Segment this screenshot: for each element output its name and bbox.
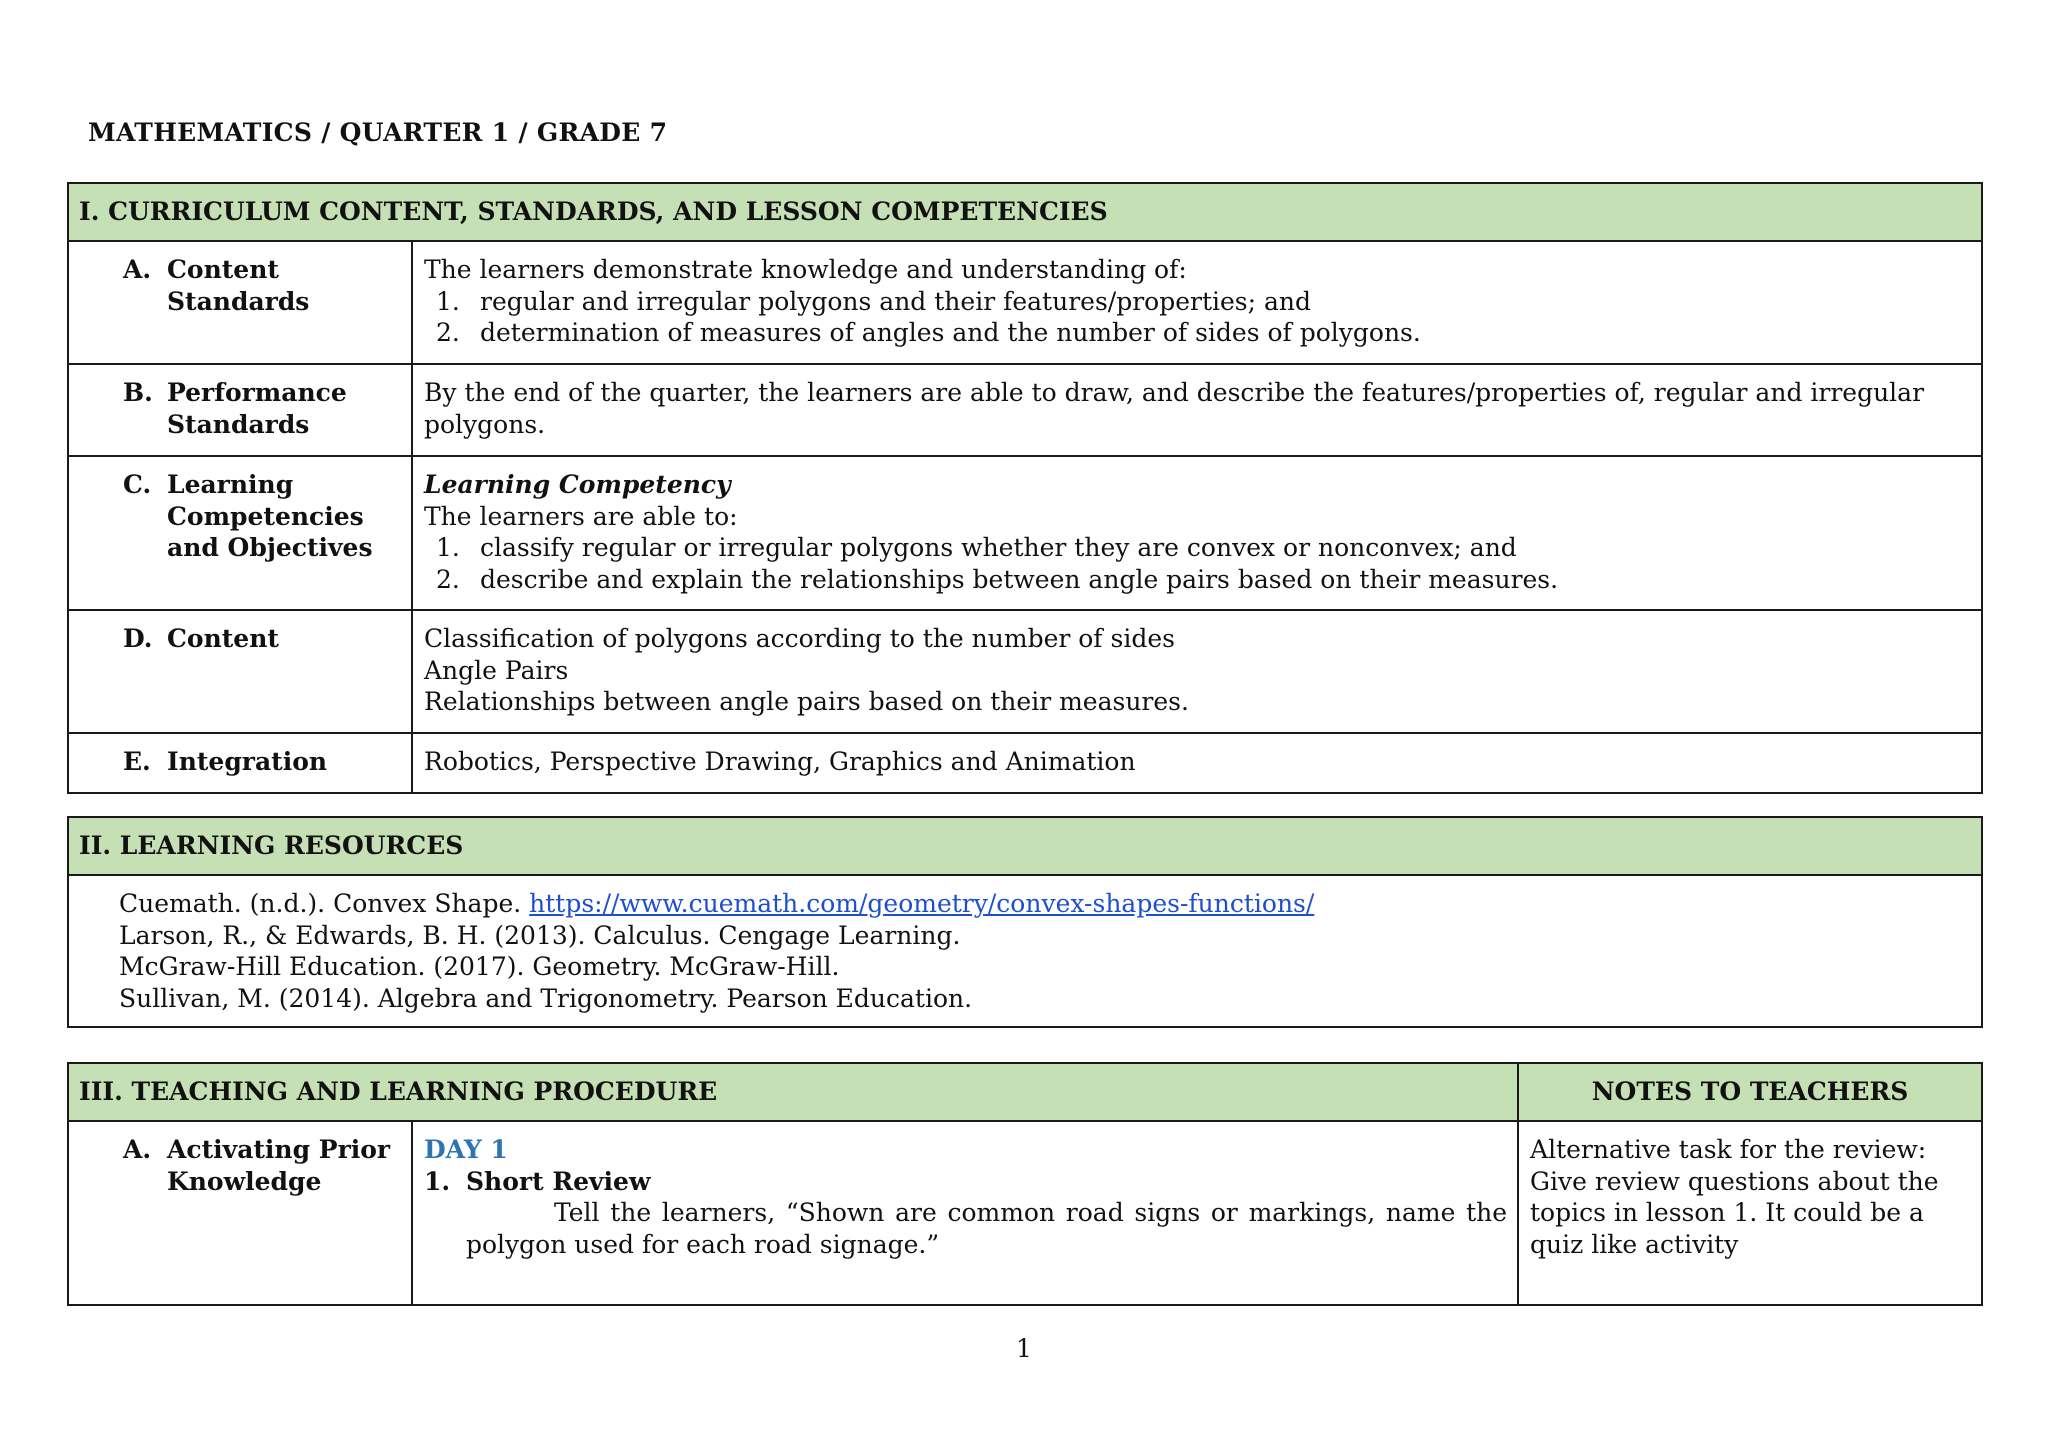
step-text: Tell the learners, “Shown are common road signs or markings, name the polygon used for each road signage.” xyxy=(466,1198,1508,1259)
notes-header: NOTES TO TEACHERS xyxy=(1518,1063,1982,1121)
content-line: Classification of polygons according to the number of sides xyxy=(424,624,1175,653)
list-item: 2. determination of measures of angles and the number of sides of polygons. xyxy=(436,318,1421,347)
content-standards-intro: The learners demonstrate knowledge and understanding of: xyxy=(424,255,1187,284)
day-label: DAY 1 xyxy=(424,1135,508,1164)
row-label-integration xyxy=(68,733,412,793)
table-row xyxy=(68,364,1982,456)
page-heading: MATHEMATICS / QUARTER 1 / GRADE 7 xyxy=(88,118,668,147)
row-label-learning-competencies xyxy=(68,456,412,610)
table-row xyxy=(68,456,1982,610)
row-letter: D. xyxy=(123,624,153,653)
learning-competency-subheading: Learning Competency xyxy=(424,470,731,499)
section-3-header: III. TEACHING AND LEARNING PROCEDURE xyxy=(68,1063,1518,1121)
list-item: 1. regular and irregular polygons and their features/properties; and xyxy=(436,286,1311,316)
step-title: 1. Short Review xyxy=(424,1166,651,1196)
table-row xyxy=(68,733,1982,793)
row-label: Activating Prior Knowledge xyxy=(167,1135,391,1196)
table-row xyxy=(68,241,1982,364)
curriculum-table xyxy=(67,182,1983,794)
notes-cell: Alternative task for the review: Give review questions about the topics in lesson 1. It could be a quiz like activity xyxy=(1518,1121,1982,1305)
content-standards-list xyxy=(424,286,1971,349)
row-label-performance-standards xyxy=(68,364,412,456)
row-label: Learning Competencies and Objectives xyxy=(167,470,373,562)
content-standards-cell xyxy=(412,241,1982,364)
page-number: 1 xyxy=(1016,1334,1032,1363)
table-row xyxy=(68,1121,1982,1305)
row-label: Content Standards xyxy=(167,255,310,316)
section-2-header: II. LEARNING RESOURCES xyxy=(68,817,1982,875)
resource-item: McGraw-Hill Education. (2017). Geometry. McGraw-Hill. xyxy=(119,952,840,981)
row-label-content-standards xyxy=(68,241,412,364)
list-item: 2. describe and explain the relationships between angle pairs based on their measures. xyxy=(436,564,1559,594)
resources-cell xyxy=(68,875,1982,1027)
content-line: Relationships between angle pairs based on their measures. xyxy=(424,687,1189,716)
resource-item: Cuemath. (n.d.). Convex Shape. https://www.cuemath.com/geometry/convex-shapes-functions/ xyxy=(119,889,1315,918)
list-item: 1. classify regular or irregular polygons whether they are convex or nonconvex; and xyxy=(436,533,1517,562)
content-cell xyxy=(412,610,1982,733)
performance-standards-cell: By the end of the quarter, the learners are able to draw, and describe the features/properties of, regular and irregular polygons. xyxy=(412,364,1982,456)
procedure-table xyxy=(67,1062,1983,1306)
row-label: Performance Standards xyxy=(167,378,347,439)
row-label-activating-prior-knowledge xyxy=(68,1121,412,1305)
resource-link[interactable]: https://www.cuemath.com/geometry/convex-shapes-functions/ xyxy=(529,889,1315,918)
row-label: Content xyxy=(167,624,279,653)
section-1-header: I. CURRICULUM CONTENT, STANDARDS, AND LESSON COMPETENCIES xyxy=(68,183,1982,241)
learning-competency-list xyxy=(424,532,1971,595)
row-label-content xyxy=(68,610,412,733)
learning-resources-table xyxy=(67,816,1983,1028)
table-row xyxy=(68,875,1982,1027)
content-line: Angle Pairs xyxy=(424,655,569,685)
table-row xyxy=(68,610,1982,733)
row-letter: A. xyxy=(123,255,152,284)
learning-competencies-cell xyxy=(412,456,1982,610)
learning-competency-intro: The learners are able to: xyxy=(424,501,738,531)
row-letter: B. xyxy=(123,378,153,407)
row-letter: A. xyxy=(123,1135,152,1164)
row-label: Integration xyxy=(167,747,328,776)
resource-item: Larson, R., & Edwards, B. H. (2013). Calculus. Cengage Learning. xyxy=(119,920,961,950)
row-letter: C. xyxy=(123,470,152,499)
row-letter: E. xyxy=(123,747,151,776)
integration-cell: Robotics, Perspective Drawing, Graphics and Animation xyxy=(412,733,1982,793)
procedure-cell xyxy=(412,1121,1518,1305)
resource-item: Sullivan, M. (2014). Algebra and Trigonometry. Pearson Education. xyxy=(119,983,973,1013)
